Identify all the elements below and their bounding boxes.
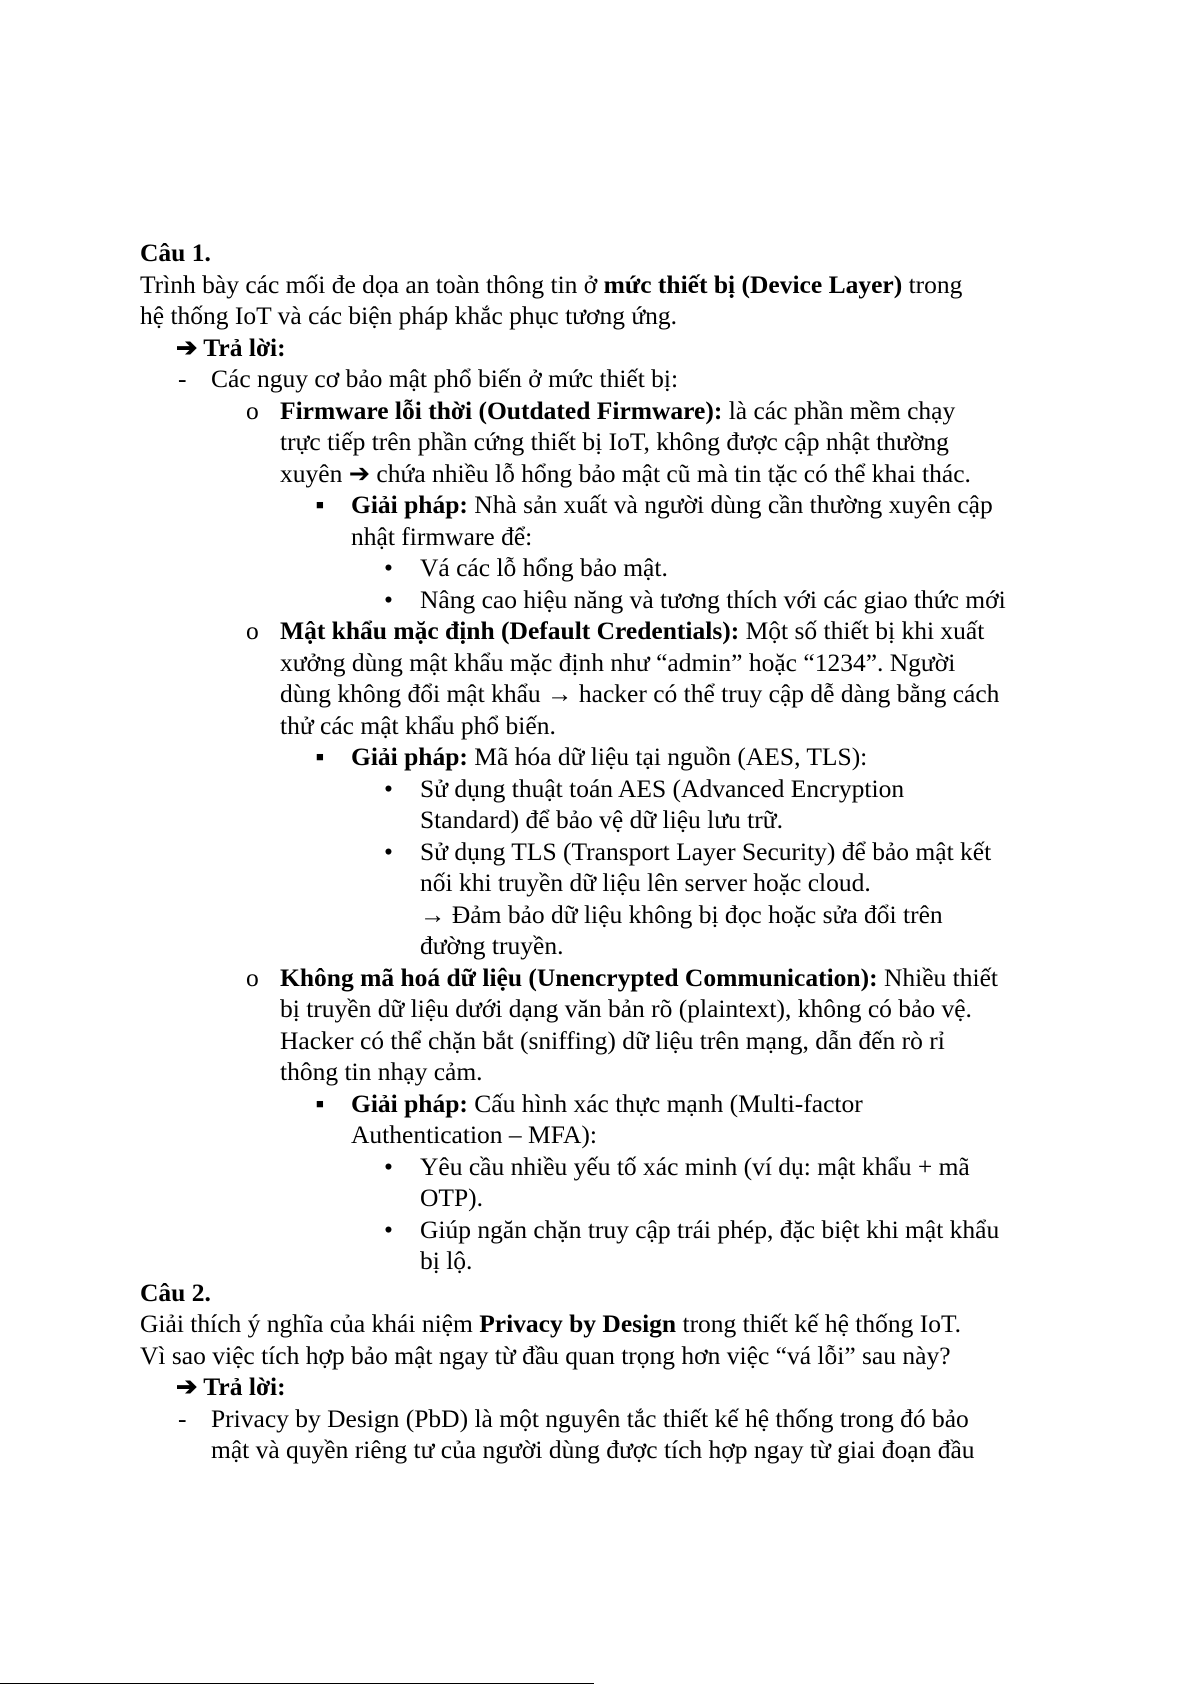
threat-desc-line: thử các mật khẩu phổ biến. <box>280 710 556 740</box>
dash-bullet: - <box>178 364 187 393</box>
solution-bullet <box>140 552 1060 584</box>
arrow-icon: ➔ <box>176 1372 198 1401</box>
circle-bullet: o <box>246 395 259 425</box>
solution-label: Giải pháp: <box>351 1088 468 1118</box>
solution-bullet <box>140 773 1060 805</box>
q2-answer-item <box>140 1403 1060 1435</box>
solution-bullet <box>140 584 1060 616</box>
threat-desc-line: dùng không đổi mật khẩu → hacker có thể truy cập dễ dàng bằng cách <box>280 679 1000 708</box>
q1-answer-label <box>140 332 1060 364</box>
dot-bullet: • <box>384 1151 393 1181</box>
footnote-separator <box>0 1683 594 1684</box>
dot-bullet: • <box>384 836 393 866</box>
bullet-text-line: Standard) để bảo vệ dữ liệu lưu trữ. <box>420 805 783 834</box>
bullet-text: Yêu cầu nhiều yếu tố xác minh (ví dụ: mật khẩu + mã <box>420 1151 970 1181</box>
q2-prompt-text: Giải thích ý nghĩa của khái niệm <box>140 1309 480 1338</box>
solution-label: Giải pháp: <box>351 490 468 519</box>
arrow-icon: ➔ <box>176 332 198 362</box>
threat-desc-line: xưởng dùng mật khẩu mặc định như “admin” hoặc “1234”. Người <box>280 647 956 677</box>
q1-intro <box>140 363 1060 395</box>
threat-desc: Nhiều thiết <box>877 962 998 992</box>
solution-text-line: nhật firmware để: <box>351 521 533 551</box>
square-bullet: ■ <box>316 749 324 764</box>
q2-prompt-line-2: Vì sao việc tích hợp bảo mật ngay từ đầu quan trọng hơn việc “vá lỗi” sau này? <box>140 1340 951 1370</box>
threat-desc: Một số thiết bị khi xuất <box>739 616 985 645</box>
circle-bullet: o <box>246 616 259 645</box>
square-bullet: ■ <box>316 497 324 512</box>
threat-item-firmware <box>140 395 1060 427</box>
bullet-text-line: OTP). <box>420 1183 484 1212</box>
solution-text: Mã hóa dữ liệu tại nguồn (AES, TLS): <box>467 742 868 771</box>
q1-prompt-emphasis: mức thiết bị (Device Layer) <box>603 269 903 299</box>
bullet-text: Sử dụng TLS (Transport Layer Security) để bảo mật kết <box>420 836 992 866</box>
solution-text: Cấu hình xác thực mạnh (Multi-factor <box>467 1088 863 1118</box>
threat-title: Không mã hoá dữ liệu (Unencrypted Communication): <box>280 962 878 992</box>
bullet-text: Vá các lỗ hổng bảo mật. <box>420 553 668 582</box>
threat-item-default-credentials <box>140 615 1060 647</box>
q2-answer-text: Privacy by Design (PbD) là một nguyên tắc thiết kế hệ thống trong đó bảo <box>211 1403 969 1433</box>
solution-text: Nhà sản xuất và người dùng cần thường xuyên cập <box>467 490 993 519</box>
bullet-text: Sử dụng thuật toán AES (Advanced Encryption <box>420 773 905 803</box>
bullet-text-line: đường truyền. <box>420 931 564 960</box>
q2-prompt-text-end: trong thiết kế hệ thống IoT. <box>676 1309 962 1338</box>
solution-item <box>140 1088 1060 1120</box>
solution-text-line: Authentication – MFA): <box>351 1120 597 1149</box>
bullet-text-line: → Đảm bảo dữ liệu không bị đọc hoặc sửa đổi trên <box>420 899 943 929</box>
threat-desc: là các phần mềm chạy <box>722 395 956 425</box>
solution-item <box>140 741 1060 773</box>
answer-label-text: Trả lời: <box>203 1372 286 1401</box>
q2-heading: Câu 2. <box>140 1277 211 1307</box>
threat-desc-line: thông tin nhạy cảm. <box>280 1057 483 1086</box>
threat-title: Mật khẩu mặc định (Default Credentials): <box>280 616 740 645</box>
solution-bullet <box>140 1151 1060 1183</box>
circle-bullet: o <box>246 962 259 992</box>
q1-prompt-text: Trình bày các mối đe dọa an toàn thông tin ở <box>140 269 604 299</box>
threat-desc-line: trực tiếp trên phần cứng thiết bị IoT, không được cập nhật thường <box>280 427 949 456</box>
threat-desc-line: bị truyền dữ liệu dưới dạng văn bản rõ (plaintext), không có bảo vệ. <box>280 994 972 1023</box>
dot-bullet: • <box>384 773 393 803</box>
dot-bullet: • <box>384 584 393 614</box>
bullet-text-line: nối khi truyền dữ liệu lên server hoặc cloud. <box>420 868 871 897</box>
dot-bullet: • <box>384 1214 393 1244</box>
q1-intro-text: Các nguy cơ bảo mật phổ biến ở mức thiết bị: <box>211 364 679 393</box>
document-content <box>140 237 1060 1466</box>
dash-bullet: - <box>178 1403 187 1433</box>
square-bullet: ■ <box>316 1095 324 1111</box>
q2-prompt-line-1 <box>140 1308 1060 1340</box>
threat-desc-line: Hacker có thể chặn bắt (sniffing) dữ liệu trên mạng, dẫn đến rò rỉ <box>280 1025 945 1055</box>
dot-bullet: • <box>384 553 393 582</box>
solution-label: Giải pháp: <box>351 742 468 771</box>
solution-bullet <box>140 836 1060 868</box>
q1-heading: Câu 1. <box>140 238 211 267</box>
threat-title: Firmware lỗi thời (Outdated Firmware): <box>280 395 723 425</box>
q1-prompt-line-2: hệ thống IoT và các biện pháp khắc phục tương ứng. <box>140 301 678 330</box>
bullet-text: Giúp ngăn chặn truy cập trái phép, đặc biệt khi mật khẩu <box>420 1214 1000 1244</box>
solution-bullet <box>140 1214 1060 1246</box>
q2-answer-label <box>140 1371 1060 1403</box>
solution-item <box>140 489 1060 521</box>
q1-prompt-text-end: trong <box>902 269 963 299</box>
q1-prompt-line-1 <box>140 269 1060 301</box>
bullet-text: Nâng cao hiệu năng và tương thích với các giao thức mới <box>420 584 1006 614</box>
threat-desc-line: xuyên ➔ chứa nhiều lỗ hổng bảo mật cũ mà tin tặc có thể khai thác. <box>280 458 971 488</box>
bullet-text-line: bị lộ. <box>420 1246 473 1275</box>
answer-label-text: Trả lời: <box>203 332 286 362</box>
q2-answer-text-line: mật và quyền riêng tư của người dùng được tích hợp ngay từ giai đoạn đầu <box>211 1435 975 1464</box>
q2-prompt-emphasis: Privacy by Design <box>479 1309 677 1338</box>
threat-item-unencrypted <box>140 962 1060 994</box>
